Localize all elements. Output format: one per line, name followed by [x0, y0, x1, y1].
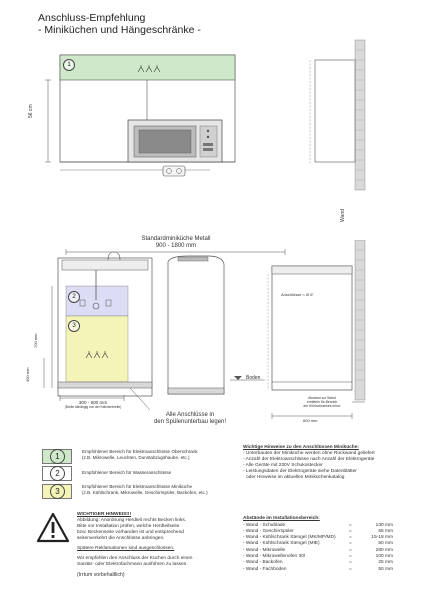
notes-item: oder Hinweise im aktuellen Miniküchenkatalog [246, 475, 345, 480]
distance-heading: Abstände im Installationsbereich: [243, 516, 320, 521]
legend-number-1: 1 [50, 449, 65, 464]
wall-label: Wand [340, 209, 346, 222]
warning-line: seitenverkehrt die Anschlüsse anbringen. [77, 536, 165, 541]
height-dimension-label: 56 cm [28, 104, 34, 118]
notes-item: - Unterbauten der Miniküche werden ohne Rückwand geliefert [243, 451, 375, 456]
side-depth-label: 600 mm [303, 418, 318, 423]
legend-row-1 [42, 447, 232, 465]
legend-text-2: Empfohlener Bereich für Wasseranschlüsse [82, 470, 172, 475]
distance-table [243, 516, 393, 573]
title-line-1: Anschluss-Empfehlung [38, 12, 146, 24]
title-line-2: - Miniküchen und Hängeschränke - [38, 24, 201, 36]
kitchen-side-unit [168, 256, 224, 394]
wall-side-top [355, 40, 365, 190]
legend-number-2: 2 [50, 466, 65, 481]
distance-row: - Wand - Kühlschrank Stengel (MK/MP/MD) = 15-18 mm [243, 535, 393, 541]
legend-number-3: 3 [50, 484, 65, 499]
distance-row: - Wand - Geschirrspüler = 65 mm [243, 528, 393, 534]
width-range-label: 300 - 600 mm (Breite abhängig von der Kabinenbreite) [64, 400, 122, 409]
notes-heading: Wichtige Hinweise zu den Anschlüssen Miniküche: [243, 445, 359, 450]
notes-item: - Alle Geräte mit 230V Schukostecker [243, 463, 323, 468]
zone-2-marker: 2 [68, 291, 80, 303]
distance-row: - Wand - Schublade = 130 mm [243, 522, 393, 528]
warning-line: bzw. Beckenseite vorhanden ist und entsprechend [77, 530, 184, 535]
distance-row: - Wand - Mikrowelle = 280 mm [243, 547, 393, 553]
kitchen-side-view [272, 266, 352, 390]
notes-item: - Anzahl der Elektroanschlüsse nach Anzahl der Elektrogeräte [243, 457, 375, 462]
legend-row-3 [42, 482, 232, 500]
distance-row: - Wand - Mikrowellenofen 30l = 100 mm [243, 553, 393, 559]
zone-3-marker: 3 [68, 320, 80, 332]
side-connections-label: Anschlüsse = Ø 6" [281, 292, 314, 297]
distance-row: - Wand - Backofen = 25 mm [243, 560, 393, 566]
recommend-line-1: Wir empfehlen den Anschluss der Küchen durch einen [77, 556, 193, 561]
side-distance-note: Abstand zur Wand ermitteln für Bereich der Kühlschrankes mind. [303, 396, 341, 409]
warning-line: Bitte vor Installation prüfen, welche Herdteilseite [77, 524, 180, 529]
recommend-line-2: Sanitär- oder Elektrofachmann ausführen zu lassen. [77, 562, 188, 567]
legend-row-2 [42, 464, 232, 482]
middle-diagram [0, 240, 423, 440]
important-notes [243, 445, 375, 481]
notes-item: - Leistungsdaten der Elektrogeräte siehe Datenblätter [243, 469, 357, 474]
zone-1-marker: 1 [63, 59, 75, 71]
distance-row: - Wand - Kühlschrank Stengel (MIE) = 50 mm [243, 541, 393, 547]
distance-row: - Wand - Fachboden = 50 mm [243, 566, 393, 572]
warning-heading: WICHTIGER HINWEIS!!! [77, 512, 132, 517]
late-claims-note: Spätere Reklamationen sind ausgeschlossen. [77, 546, 175, 551]
height-700-label: 700 mm [33, 333, 38, 348]
warning-icon [36, 512, 70, 544]
warning-line: Abbildung: Anordnung Herdteil rechts Becken links. [77, 518, 187, 523]
top-diagram [0, 0, 423, 230]
legend-text-1: Empfohlener Bereich für Elektroanschlüsse Oberschrank (z.B. Mikrowelle, Leuchten, Dunstabzugshaube, etc.) [82, 449, 198, 460]
legend-text-3: Empfohlener Bereich für Elektroanschlüsse Miniküche (z.B. Kühlschrank, Mikrowelle, Geschirrspüler, Backofen, etc.) [82, 484, 208, 495]
zone-1-area [60, 55, 235, 80]
all-connections-note: Alle Anschlüsse in den Spülenunterbau legen! [153, 412, 227, 425]
reservation-note: (Irrtum vorbehaltlich) [77, 572, 125, 578]
height-400-label: 400 mm [25, 367, 30, 382]
standard-kitchen-label: Standardminiküche Metall 900 - 1800 mm [141, 236, 211, 249]
warning-block [77, 512, 192, 578]
floor-label: Boden [246, 375, 261, 381]
